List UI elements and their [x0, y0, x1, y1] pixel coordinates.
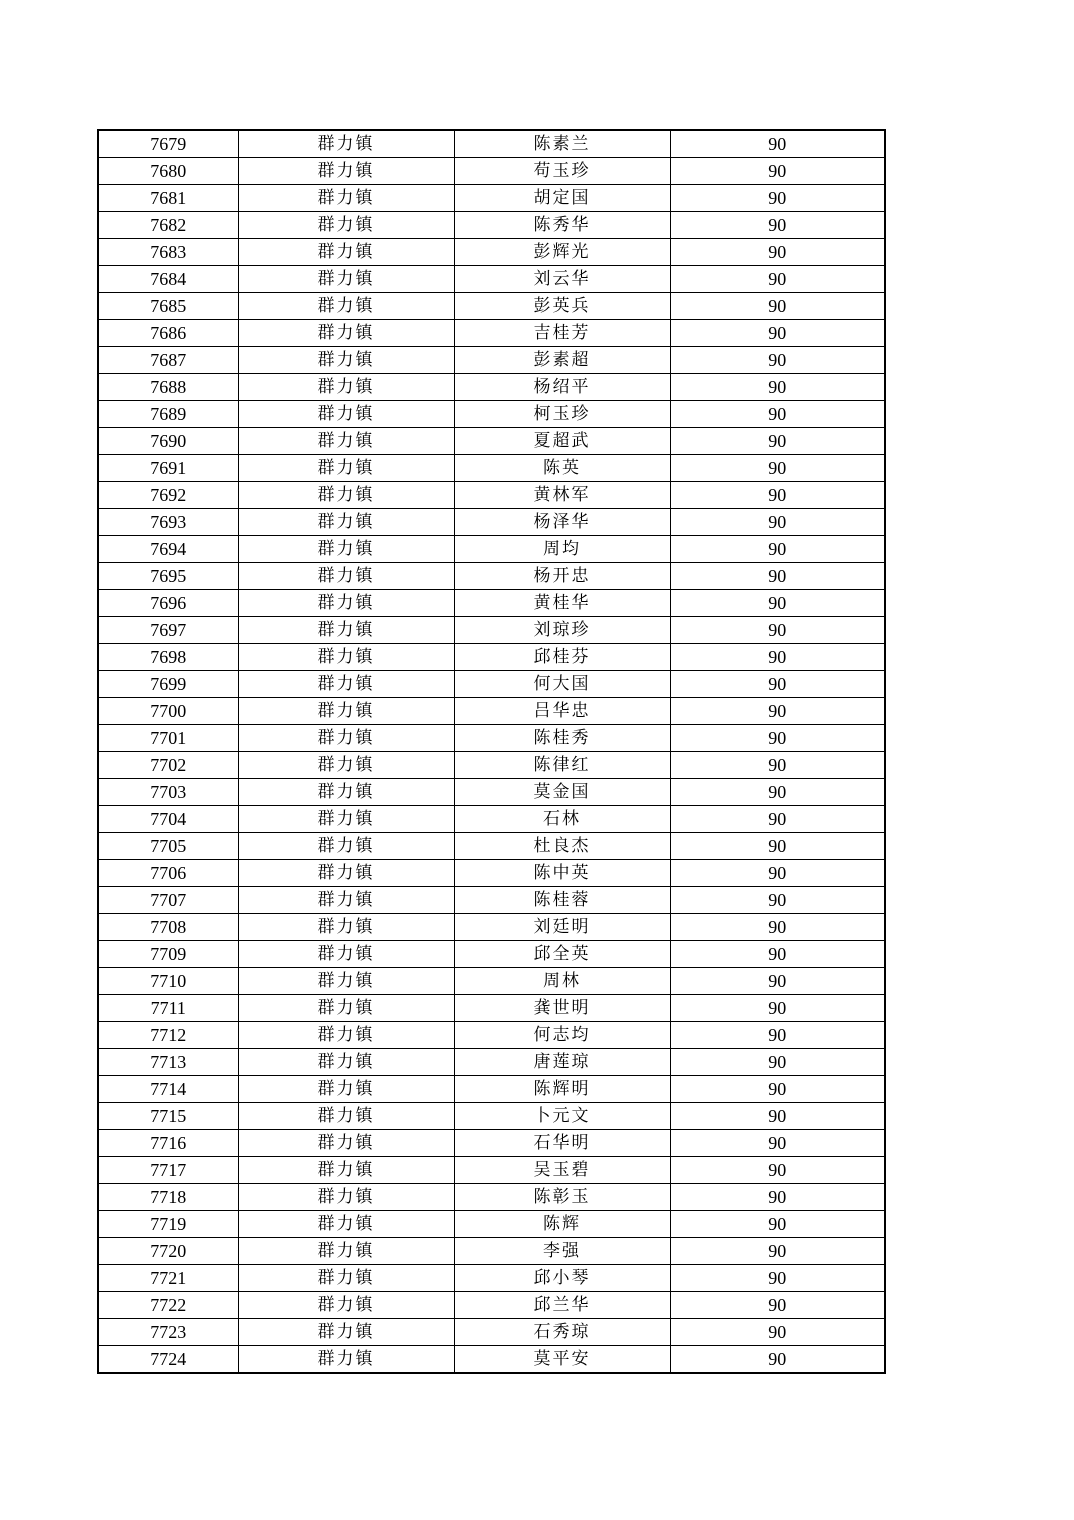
- table-row: [98, 590, 885, 617]
- cell-amount: 90: [670, 239, 885, 266]
- table-row: [98, 887, 885, 914]
- cell-name: 陈英: [454, 455, 670, 482]
- cell-town: 群力镇: [238, 725, 454, 752]
- cell-name: 黄桂华: [454, 590, 670, 617]
- cell-amount: 90: [670, 482, 885, 509]
- table-row: [98, 1292, 885, 1319]
- cell-amount: 90: [670, 779, 885, 806]
- cell-town: 群力镇: [238, 158, 454, 185]
- cell-name: 刘琼珍: [454, 617, 670, 644]
- table-row: [98, 293, 885, 320]
- cell-town: 群力镇: [238, 1319, 454, 1346]
- cell-id: 7697: [98, 617, 238, 644]
- table-row: [98, 833, 885, 860]
- cell-name: 黄林军: [454, 482, 670, 509]
- cell-id: 7719: [98, 1211, 238, 1238]
- cell-name: 吉桂芳: [454, 320, 670, 347]
- cell-name: 陈彰玉: [454, 1184, 670, 1211]
- table-row: [98, 212, 885, 239]
- cell-id: 7684: [98, 266, 238, 293]
- cell-id: 7713: [98, 1049, 238, 1076]
- cell-id: 7686: [98, 320, 238, 347]
- cell-amount: 90: [670, 1049, 885, 1076]
- cell-id: 7723: [98, 1319, 238, 1346]
- cell-town: 群力镇: [238, 833, 454, 860]
- cell-amount: 90: [670, 455, 885, 482]
- cell-id: 7693: [98, 509, 238, 536]
- cell-id: 7717: [98, 1157, 238, 1184]
- cell-id: 7692: [98, 482, 238, 509]
- table-row: [98, 671, 885, 698]
- cell-town: 群力镇: [238, 428, 454, 455]
- cell-town: 群力镇: [238, 1157, 454, 1184]
- cell-name: 陈律红: [454, 752, 670, 779]
- cell-amount: 90: [670, 1076, 885, 1103]
- cell-id: 7711: [98, 995, 238, 1022]
- cell-id: 7716: [98, 1130, 238, 1157]
- cell-name: 邱桂芬: [454, 644, 670, 671]
- cell-town: 群力镇: [238, 914, 454, 941]
- cell-amount: 90: [670, 401, 885, 428]
- cell-name: 刘廷明: [454, 914, 670, 941]
- cell-amount: 90: [670, 752, 885, 779]
- cell-name: 陈辉: [454, 1211, 670, 1238]
- cell-amount: 90: [670, 1265, 885, 1292]
- cell-name: 陈秀华: [454, 212, 670, 239]
- cell-town: 群力镇: [238, 1076, 454, 1103]
- cell-name: 石林: [454, 806, 670, 833]
- cell-name: 陈素兰: [454, 130, 670, 158]
- cell-name: 杨绍平: [454, 374, 670, 401]
- table-row: [98, 860, 885, 887]
- cell-amount: 90: [670, 509, 885, 536]
- cell-name: 邱兰华: [454, 1292, 670, 1319]
- cell-name: 陈辉明: [454, 1076, 670, 1103]
- cell-town: 群力镇: [238, 671, 454, 698]
- cell-town: 群力镇: [238, 887, 454, 914]
- table-row: [98, 1157, 885, 1184]
- cell-amount: 90: [670, 1346, 885, 1374]
- cell-name: 莫金国: [454, 779, 670, 806]
- cell-id: 7690: [98, 428, 238, 455]
- cell-town: 群力镇: [238, 968, 454, 995]
- cell-town: 群力镇: [238, 1346, 454, 1374]
- cell-town: 群力镇: [238, 320, 454, 347]
- table-row: [98, 1022, 885, 1049]
- cell-town: 群力镇: [238, 239, 454, 266]
- cell-amount: 90: [670, 130, 885, 158]
- cell-town: 群力镇: [238, 752, 454, 779]
- cell-town: 群力镇: [238, 401, 454, 428]
- table-row: [98, 455, 885, 482]
- cell-amount: 90: [670, 1130, 885, 1157]
- cell-name: 李强: [454, 1238, 670, 1265]
- cell-amount: 90: [670, 1157, 885, 1184]
- table-row: [98, 995, 885, 1022]
- cell-amount: 90: [670, 860, 885, 887]
- cell-town: 群力镇: [238, 995, 454, 1022]
- table-body: [98, 130, 885, 1373]
- cell-town: 群力镇: [238, 1022, 454, 1049]
- cell-amount: 90: [670, 563, 885, 590]
- cell-id: 7680: [98, 158, 238, 185]
- cell-id: 7701: [98, 725, 238, 752]
- table-row: [98, 914, 885, 941]
- cell-name: 邱全英: [454, 941, 670, 968]
- cell-amount: 90: [670, 671, 885, 698]
- cell-name: 彭素超: [454, 347, 670, 374]
- cell-name: 吕华忠: [454, 698, 670, 725]
- cell-id: 7709: [98, 941, 238, 968]
- cell-id: 7712: [98, 1022, 238, 1049]
- cell-town: 群力镇: [238, 1292, 454, 1319]
- cell-name: 何大国: [454, 671, 670, 698]
- table-row: [98, 752, 885, 779]
- cell-name: 苟玉珍: [454, 158, 670, 185]
- table-row: [98, 239, 885, 266]
- cell-town: 群力镇: [238, 941, 454, 968]
- cell-amount: 90: [670, 644, 885, 671]
- cell-town: 群力镇: [238, 455, 454, 482]
- cell-town: 群力镇: [238, 374, 454, 401]
- cell-amount: 90: [670, 995, 885, 1022]
- cell-name: 邱小琴: [454, 1265, 670, 1292]
- table-row: [98, 725, 885, 752]
- cell-id: 7708: [98, 914, 238, 941]
- cell-name: 石华明: [454, 1130, 670, 1157]
- cell-name: 陈中英: [454, 860, 670, 887]
- table-row: [98, 806, 885, 833]
- cell-town: 群力镇: [238, 1265, 454, 1292]
- cell-amount: 90: [670, 1238, 885, 1265]
- cell-name: 何志均: [454, 1022, 670, 1049]
- cell-id: 7685: [98, 293, 238, 320]
- cell-amount: 90: [670, 212, 885, 239]
- cell-amount: 90: [670, 968, 885, 995]
- cell-town: 群力镇: [238, 1211, 454, 1238]
- cell-amount: 90: [670, 941, 885, 968]
- cell-town: 群力镇: [238, 130, 454, 158]
- cell-town: 群力镇: [238, 347, 454, 374]
- cell-amount: 90: [670, 1103, 885, 1130]
- table-row: [98, 158, 885, 185]
- table-row: [98, 1103, 885, 1130]
- cell-id: 7695: [98, 563, 238, 590]
- table-row: [98, 1238, 885, 1265]
- table-row: [98, 1049, 885, 1076]
- data-table: [97, 129, 886, 1374]
- table-row: [98, 1265, 885, 1292]
- cell-id: 7707: [98, 887, 238, 914]
- table-row: [98, 1130, 885, 1157]
- cell-name: 莫平安: [454, 1346, 670, 1374]
- table-row: [98, 509, 885, 536]
- cell-name: 柯玉珍: [454, 401, 670, 428]
- cell-id: 7679: [98, 130, 238, 158]
- cell-id: 7710: [98, 968, 238, 995]
- table-row: [98, 968, 885, 995]
- cell-id: 7721: [98, 1265, 238, 1292]
- cell-town: 群力镇: [238, 212, 454, 239]
- cell-amount: 90: [670, 374, 885, 401]
- table-row: [98, 130, 885, 158]
- cell-id: 7703: [98, 779, 238, 806]
- cell-name: 石秀琼: [454, 1319, 670, 1346]
- cell-id: 7699: [98, 671, 238, 698]
- cell-town: 群力镇: [238, 590, 454, 617]
- table-row: [98, 320, 885, 347]
- cell-id: 7687: [98, 347, 238, 374]
- cell-name: 周林: [454, 968, 670, 995]
- cell-town: 群力镇: [238, 185, 454, 212]
- cell-amount: 90: [670, 1319, 885, 1346]
- cell-town: 群力镇: [238, 536, 454, 563]
- cell-id: 7689: [98, 401, 238, 428]
- cell-amount: 90: [670, 536, 885, 563]
- table-row: [98, 266, 885, 293]
- cell-id: 7696: [98, 590, 238, 617]
- cell-id: 7715: [98, 1103, 238, 1130]
- table-row: [98, 536, 885, 563]
- cell-id: 7706: [98, 860, 238, 887]
- table-row: [98, 941, 885, 968]
- cell-id: 7681: [98, 185, 238, 212]
- cell-amount: 90: [670, 428, 885, 455]
- cell-amount: 90: [670, 185, 885, 212]
- table-row: [98, 428, 885, 455]
- cell-id: 7702: [98, 752, 238, 779]
- cell-name: 胡定国: [454, 185, 670, 212]
- cell-id: 7691: [98, 455, 238, 482]
- cell-amount: 90: [670, 887, 885, 914]
- cell-name: 杨泽华: [454, 509, 670, 536]
- cell-name: 卜元文: [454, 1103, 670, 1130]
- cell-town: 群力镇: [238, 860, 454, 887]
- cell-id: 7705: [98, 833, 238, 860]
- cell-amount: 90: [670, 293, 885, 320]
- cell-amount: 90: [670, 158, 885, 185]
- cell-name: 刘云华: [454, 266, 670, 293]
- cell-town: 群力镇: [238, 293, 454, 320]
- cell-amount: 90: [670, 347, 885, 374]
- cell-amount: 90: [670, 590, 885, 617]
- cell-amount: 90: [670, 1022, 885, 1049]
- table-row: [98, 617, 885, 644]
- cell-town: 群力镇: [238, 698, 454, 725]
- cell-town: 群力镇: [238, 1049, 454, 1076]
- cell-id: 7682: [98, 212, 238, 239]
- table-row: [98, 347, 885, 374]
- cell-amount: 90: [670, 320, 885, 347]
- cell-amount: 90: [670, 1211, 885, 1238]
- cell-name: 吴玉碧: [454, 1157, 670, 1184]
- table-row: [98, 1346, 885, 1374]
- table-row: [98, 1076, 885, 1103]
- cell-town: 群力镇: [238, 1238, 454, 1265]
- cell-id: 7714: [98, 1076, 238, 1103]
- cell-town: 群力镇: [238, 779, 454, 806]
- cell-id: 7694: [98, 536, 238, 563]
- cell-id: 7720: [98, 1238, 238, 1265]
- cell-town: 群力镇: [238, 509, 454, 536]
- table-row: [98, 644, 885, 671]
- table-row: [98, 779, 885, 806]
- cell-id: 7683: [98, 239, 238, 266]
- cell-id: 7704: [98, 806, 238, 833]
- cell-amount: 90: [670, 914, 885, 941]
- cell-id: 7724: [98, 1346, 238, 1374]
- table-row: [98, 1319, 885, 1346]
- table-row: [98, 1211, 885, 1238]
- cell-amount: 90: [670, 1292, 885, 1319]
- table-row: [98, 1184, 885, 1211]
- cell-id: 7700: [98, 698, 238, 725]
- cell-town: 群力镇: [238, 644, 454, 671]
- cell-town: 群力镇: [238, 617, 454, 644]
- cell-town: 群力镇: [238, 1103, 454, 1130]
- cell-town: 群力镇: [238, 563, 454, 590]
- table-row: [98, 401, 885, 428]
- table-row: [98, 698, 885, 725]
- cell-name: 杜良杰: [454, 833, 670, 860]
- cell-amount: 90: [670, 698, 885, 725]
- table-row: [98, 374, 885, 401]
- cell-id: 7688: [98, 374, 238, 401]
- table-row: [98, 563, 885, 590]
- cell-town: 群力镇: [238, 482, 454, 509]
- cell-name: 杨开忠: [454, 563, 670, 590]
- cell-name: 陈桂秀: [454, 725, 670, 752]
- cell-town: 群力镇: [238, 806, 454, 833]
- cell-town: 群力镇: [238, 266, 454, 293]
- cell-name: 陈桂蓉: [454, 887, 670, 914]
- table-row: [98, 185, 885, 212]
- cell-name: 周均: [454, 536, 670, 563]
- cell-name: 彭英兵: [454, 293, 670, 320]
- cell-town: 群力镇: [238, 1184, 454, 1211]
- cell-id: 7722: [98, 1292, 238, 1319]
- cell-amount: 90: [670, 266, 885, 293]
- cell-amount: 90: [670, 617, 885, 644]
- cell-id: 7718: [98, 1184, 238, 1211]
- cell-amount: 90: [670, 833, 885, 860]
- cell-name: 唐莲琼: [454, 1049, 670, 1076]
- cell-town: 群力镇: [238, 1130, 454, 1157]
- cell-name: 夏超武: [454, 428, 670, 455]
- cell-amount: 90: [670, 1184, 885, 1211]
- cell-name: 龚世明: [454, 995, 670, 1022]
- cell-name: 彭辉光: [454, 239, 670, 266]
- cell-amount: 90: [670, 806, 885, 833]
- cell-id: 7698: [98, 644, 238, 671]
- cell-amount: 90: [670, 725, 885, 752]
- table-row: [98, 482, 885, 509]
